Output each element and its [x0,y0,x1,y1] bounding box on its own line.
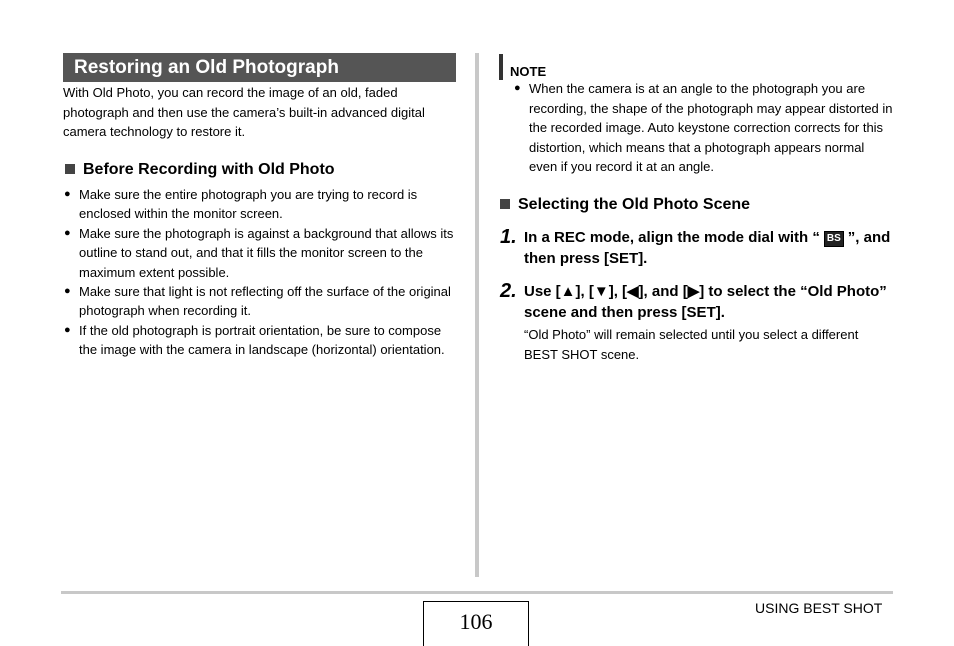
section-heading-before-recording [65,160,335,180]
list-item: ● Make sure the photograph is against a background that allows its outline to stand out, and that it fills the monitor screen to the maximum extent possible. [64,225,454,280]
page-number: 106 [423,601,529,646]
note-marker-bar [499,54,503,80]
step-2 [500,282,900,362]
step-number: 1. [500,226,517,248]
bullet-dot-icon: ● [64,188,71,200]
bullet-dot-icon: ● [64,285,71,298]
section-heading-text: Before Recording with Old Photo [83,161,335,178]
square-bullet-icon [65,164,75,174]
bullet-dot-icon: ● [64,226,71,239]
section-heading-selecting-scene [500,195,750,215]
footer-rule [61,591,893,594]
list-item: ● If the old photograph is portrait orientation, be sure to compose the image with the camera in landscape (horizontal) orientation. [64,322,445,358]
bullet-dot-icon: ● [64,323,71,336]
note-list [513,79,893,177]
step-1 [500,228,900,272]
best-shot-mode-icon: BS [824,231,844,247]
footer-section-label: USING BEST SHOT [755,600,883,616]
list-item: ● Make sure the entire photograph you are trying to record is enclosed within the monitor screen. [64,187,418,222]
step-text: Use [▲], [▼], [◀], and [▶] to select the “Old Photo” scene and then press [SET]. [524,283,887,321]
section-heading-text: Selecting the Old Photo Scene [518,196,751,213]
bullet-dot-icon: ● [514,82,521,94]
list-item: ● When the camera is at an angle to the photograph you are recording, the shape of the photograph may appear distorted in the recorded image. Auto keystone correction corrects for this distortion, which means that a photograph appears normal even if you record it at an angle. [514,81,893,175]
column-divider [475,53,479,577]
list-item: ● Make sure that light is not reflecting off the surface of the original photograph when recording it. [64,284,451,319]
bullet-list [63,185,458,360]
step-text: In a REC mode, align the mode dial with “ BS ”, and then press [SET]. [524,229,891,267]
note-label: NOTE [510,64,547,79]
step-number: 2. [500,280,517,302]
page-title: Restoring an Old Photograph [63,53,456,82]
intro-paragraph: With Old Photo, you can record the image of an old, faded photograph and then use the camera’s built-in advanced digital camera technology to restore it. [63,85,425,140]
step-note: “Old Photo” will remain selected until you select a different BEST SHOT scene. [524,327,859,362]
square-bullet-icon [500,199,510,209]
